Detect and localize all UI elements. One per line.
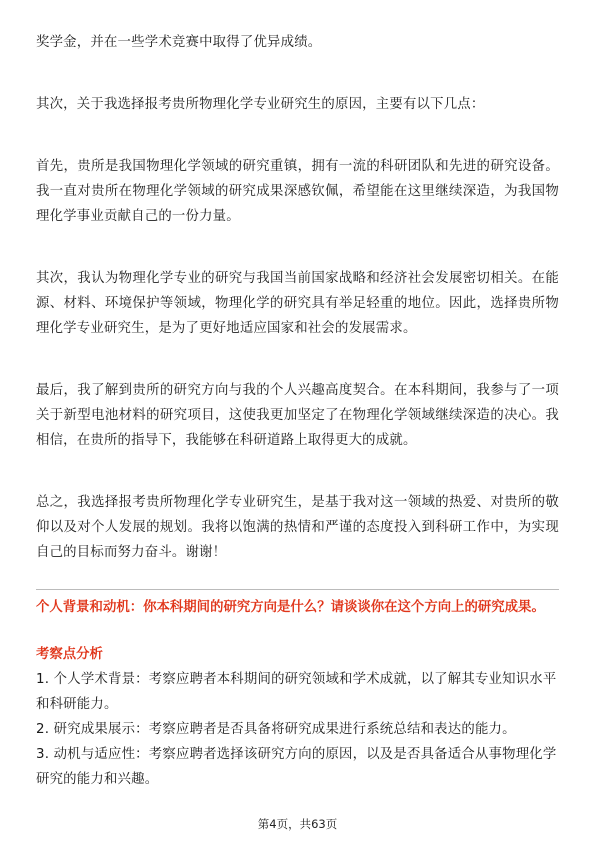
page-number: 第4页，共63页 [257,817,338,831]
paragraph-scholarship: 奖学金，并在一些学术竞赛中取得了优异成绩。 [36,35,322,50]
document-body [36,30,559,565]
analysis-item: 2. 研究成果展示：考察应聘者是否具备将研究成果进行系统总结和表达的能力。 [36,722,516,737]
paragraph-conclusion: 总之，我选择报考贵所物理化学专业研究生，是基于我对这一领域的热爱、对贵所的敬仰以及对个人发展的规划。我将以饱满的热情和严谨的态度投入到科研工作中，为实现自己的目标而努力奋斗。谢谢！ [36,495,559,560]
analysis-list [36,667,559,792]
paragraph-second-reason: 其次，我认为物理化学专业的研究与我国当前国家战略和经济社会发展密切相关。在能源、材料、环境保护等领域，物理化学的研究具有举足轻重的地位。因此，选择贵所物理化学专业研究生，是为了更好地适应国家和社会的发展需求。 [36,271,559,336]
paragraph-last-reason: 最后，我了解到贵所的研究方向与我的个人兴趣高度契合。在本科期间，我参与了一项关于新型电池材料的研究项目，这使我更加坚定了在物理化学领域继续深造的决心。我相信，在贵所的指导下，我能够在科研道路上取得更大的成就。 [36,383,559,448]
analysis-item: 1. 个人学术背景：考察应聘者本科期间的研究领域和学术成就，以了解其专业知识水平和科研能力。 [36,672,557,712]
paragraph-first-reason: 首先，贵所是我国物理化学领域的研究重镇，拥有一流的科研团队和先进的研究设备。我一直对贵所在物理化学领域的研究成果深感钦佩，希望能在这里继续深造，为我国物理化学事业贡献自己的一份力量。 [36,159,559,224]
analysis-item: 3. 动机与适应性：考察应聘者选择该研究方向的原因，以及是否具备适合从事物理化学研究的能力和兴趣。 [36,747,557,787]
analysis-heading: 考察点分析 [36,647,103,662]
paragraph-reasons-intro: 其次，关于我选择报考贵所物理化学专业研究生的原因，主要有以下几点： [36,97,485,112]
section-divider [36,589,559,590]
interview-question: 个人背景和动机：你本科期间的研究方向是什么？请谈谈你在这个方向上的研究成果。 [36,600,545,615]
